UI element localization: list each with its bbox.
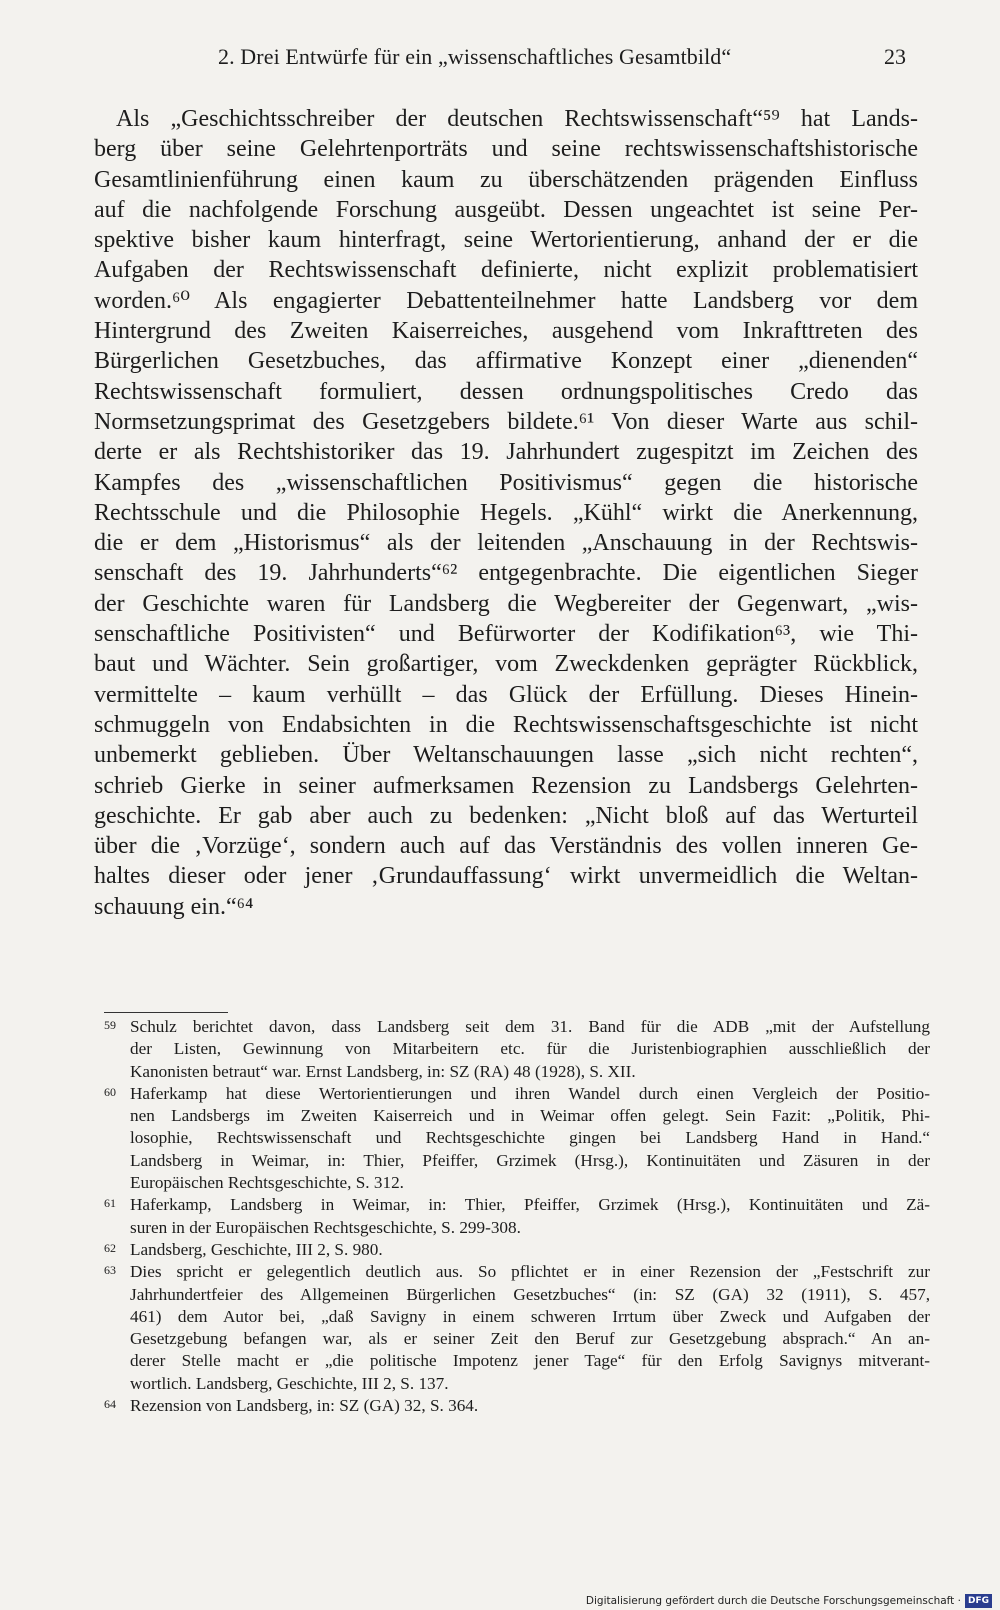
body-line: schrieb Gierke in seiner aufmerksamen Rezension zu Landsbergs Gelehrten- (94, 772, 918, 799)
body-line: der Geschichte waren für Landsberg die Wegbereiter der Gegenwart, „wis- (94, 590, 918, 617)
footnote-line: suren in der Europäischen Rechtsgeschichte, S. 299-308. (130, 1217, 521, 1237)
footnote-line: Haferkamp, Landsberg in Weimar, in: Thier, Pfeiffer, Grzimek (Hrsg.), Kontinuitäten und Zä- (130, 1195, 930, 1215)
footnote-number: 62 (104, 1240, 116, 1255)
footnote-line: Schulz berichtet davon, dass Landsberg seit dem 31. Band für die ADB „mit der Aufstellung (130, 1017, 930, 1036)
footnote (104, 1194, 930, 1239)
main-paragraph (94, 104, 918, 922)
footnote-line: Kanonisten betraut“ war. Ernst Landsberg, in: SZ (RA) 48 (1928), S. XII. (130, 1061, 636, 1081)
footnote-line: Landsberg, Geschichte, III 2, S. 980. (130, 1239, 383, 1259)
footnote-number: 63 (104, 1263, 116, 1278)
footnote-number: 60 (104, 1084, 116, 1099)
body-line: die er dem „Historismus“ als der leitenden „Anschauung in der Rechtswis- (94, 530, 918, 557)
footnote-line: nen Landsbergs im Zweiten Kaiserreich und in Weimar offen gelegt. Sein Fazit: „Politik, Phi- (130, 1106, 930, 1126)
footnote-number: 59 (104, 1018, 116, 1032)
body-line: haltes dieser oder jener ‚Grundauffassung‘ wirkt unvermeidlich die Weltan- (94, 863, 918, 890)
body-line: Kampfes des „wissenschaftlichen Positivismus“ gegen die historische (94, 469, 918, 496)
footnote-separator (104, 1012, 228, 1013)
body-line: auf die nachfolgende Forschung ausgeübt. Dessen ungeachtet ist seine Per- (94, 196, 918, 223)
footnote-line: Europäischen Rechtsgeschichte, S. 312. (130, 1173, 404, 1193)
footnote-line: Rezension von Landsberg, in: SZ (GA) 32, S. 364. (130, 1396, 479, 1416)
footnote-line: losophie, Rechtswissenschaft und Rechtsgeschichte gingen bei Landsberg Hand in Hand.“ (130, 1128, 930, 1148)
body-line: Rechtsschule und die Philosophie Hegels. „Kühl“ wirkt die Anerkennung, (94, 499, 918, 526)
body-line: Gesamtlinienführung einen kaum zu überschätzenden prägenden Einfluss (94, 166, 918, 193)
body-line: schauung ein.“⁶⁴ (94, 893, 254, 920)
footnote-line: der Listen, Gewinnung von Mitarbeitern etc. für die Juristenbiographien ausschließlich der (130, 1039, 930, 1059)
running-title: 2. Drei Entwürfe für ein „wissenschaftliches Gesamtbild“ (218, 44, 732, 69)
footnote-line: 461) dem Autor bei, „daß Savigny in einem schweren Irrtum über Zweck und Aufgaben der (130, 1306, 930, 1326)
body-line: geschichte. Er gab aber auch zu bedenken: „Nicht bloß auf das Werturteil (94, 802, 918, 829)
dfg-logo: DFG (965, 1594, 992, 1608)
body-line: senschaft des 19. Jahrhunderts“⁶² entgegenbrachte. Die eigentlichen Sieger (94, 560, 918, 587)
footnote-number: 64 (104, 1397, 116, 1412)
body-line: Rechtswissenschaft formuliert, dessen ordnungspolitisches Credo das (94, 378, 918, 405)
footnote (104, 1261, 930, 1395)
body-line: Hintergrund des Zweiten Kaiserreiches, ausgehend vom Inkrafttreten des (94, 318, 918, 345)
footnote (104, 1016, 930, 1083)
credit-text: Digitalisierung gefördert durch die Deutsche Forschungsgemeinschaft · (585, 1595, 961, 1607)
body-line: Normsetzungsprimat des Gesetzgebers bildete.⁶¹ Von dieser Warte aus schil- (94, 408, 918, 435)
body-line: schmuggeln von Endabsichten in die Rechtswissenschaftsgeschichte ist nicht (94, 711, 918, 738)
body-line: spektive bisher kaum hinterfragt, seine Wertorientierung, anhand der er die (94, 227, 918, 254)
digitization-credit (586, 1594, 992, 1608)
footnotes (104, 1016, 930, 1417)
footnote (104, 1239, 930, 1261)
body-line: unbemerkt geblieben. Über Weltanschauungen lasse „sich nicht rechten“, (94, 742, 918, 769)
footnote-line: Dies spricht er gelegentlich deutlich aus. So pflichtet er in einer Rezension der „Festschrift zur (130, 1262, 930, 1282)
footnote-line: Jahrhundertfeier des Allgemeinen Bürgerlichen Gesetzbuches“ (in: SZ (GA) 32 (1911), S. 457, (130, 1284, 930, 1304)
page-number: 23 (884, 44, 906, 69)
footnote-number: 61 (104, 1196, 116, 1211)
footnote-line: Landsberg in Weimar, in: Thier, Pfeiffer, Grzimek (Hrsg.), Kontinuitäten und Zäsuren in der (130, 1150, 930, 1170)
body-line: Als „Geschichtsschreiber der deutschen Rechtswissenschaft“⁵⁹ hat Lands- (116, 106, 918, 132)
body-line: über die ‚Vorzüge‘, sondern auch auf das Verständnis des vollen inneren Ge- (94, 833, 918, 860)
body-line: derte er als Rechtshistoriker das 19. Jahrhundert zugespitzt im Zeichen des (94, 439, 918, 466)
body-line: worden.⁶⁰ Als engagierter Debattenteilnehmer hatte Landsberg vor dem (94, 287, 918, 314)
body-line: Aufgaben der Rechtswissenschaft definierte, nicht explizit problematisiert (94, 257, 918, 284)
body-line: vermittelte – kaum verhüllt – das Glück der Erfüllung. Dieses Hinein- (94, 681, 918, 708)
footnote-line: Gesetzgebung befangen war, als er seiner Zeit den Beruf zur Gesetzgebung absprach.“ An an- (130, 1329, 930, 1349)
body-line: baut und Wächter. Sein großartiger, vom Zweckdenken geprägter Rückblick, (94, 651, 918, 678)
footnote (104, 1395, 930, 1417)
body-line: Bürgerlichen Gesetzbuches, das affirmative Konzept einer „dienenden“ (94, 348, 918, 375)
body-line: senschaftliche Positivisten“ und Befürworter der Kodifikation⁶³, wie Thi- (94, 621, 918, 648)
footnote (104, 1083, 930, 1194)
body-line: berg über seine Gelehrtenporträts und seine rechtswissenschaftshistorische (94, 136, 918, 163)
footnote-line: derer Stelle macht er „die politische Impotenz jener Tage“ für den Erfolg Savignys mitverant- (130, 1351, 930, 1371)
footnote-line: wortlich. Landsberg, Geschichte, III 2, S. 137. (130, 1373, 449, 1393)
footnote-line: Haferkamp hat diese Wertorientierungen und ihren Wandel durch einen Vergleich der Positio- (130, 1083, 930, 1103)
